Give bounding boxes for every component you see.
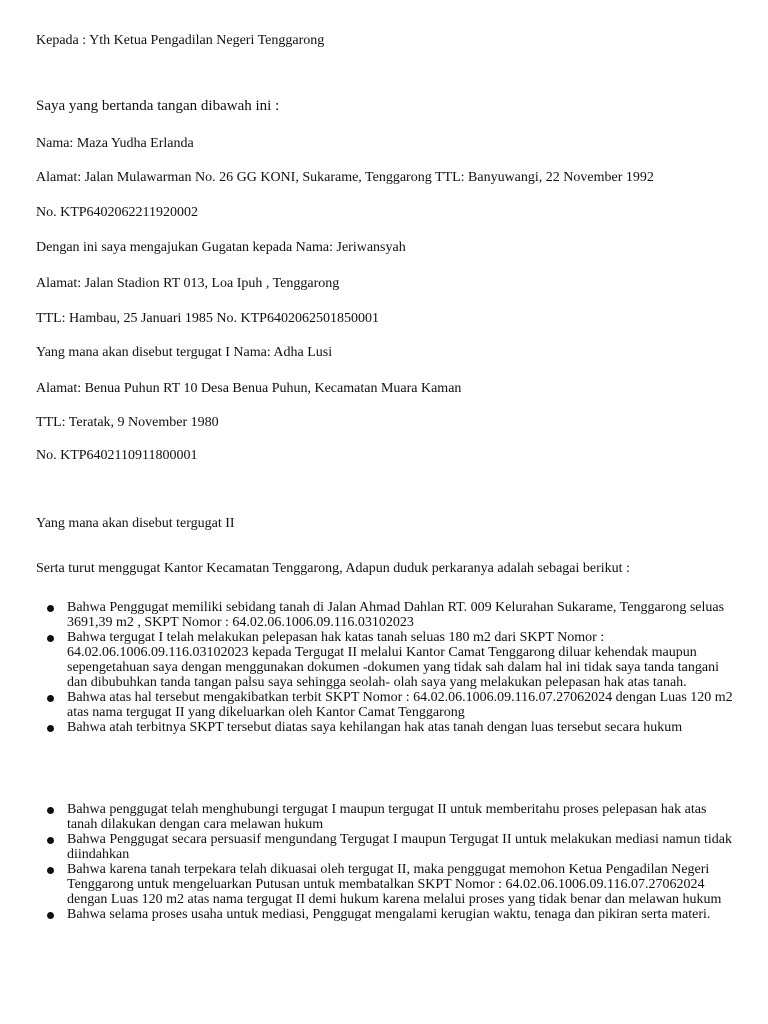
list-item xyxy=(0,907,768,922)
list-item-text: Bahwa Penggugat secara persuasif mengundang Tergugat I maupun Tergugat II untuk melakukan mediasi namun tidak diindahkan xyxy=(67,832,732,862)
facts-list-2 xyxy=(0,802,768,922)
list-item-text: Bahwa atah terbitnya SKPT tersebut diatas saya kehilangan hak atas tanah dengan luas tersebut secara hukum xyxy=(67,720,683,735)
list-item xyxy=(0,862,768,907)
bullet-icon xyxy=(47,912,54,919)
defendant2-label-line: Yang mana akan disebut tergugat I Nama: Adha Lusi xyxy=(36,345,333,360)
list-item xyxy=(0,690,768,720)
plaintiff-name: Nama: Maza Yudha Erlanda xyxy=(36,136,194,151)
bullet-icon xyxy=(47,725,54,732)
plaintiff-address: Alamat: Jalan Mulawarman No. 26 GG KONI, Sukarame, Tenggarong TTL: Banyuwangi, 22 November 1992 xyxy=(36,170,654,185)
addressee-line: Kepada : Yth Ketua Pengadilan Negeri Tenggarong xyxy=(36,33,325,48)
co-defendant-line: Serta turut menggugat Kantor Kecamatan Tenggarong, Adapun duduk perkaranya adalah sebagai berikut : xyxy=(36,561,630,576)
list-item-text: Bahwa atas hal tersebut mengakibatkan terbit SKPT Nomor : 64.02.06.1006.09.116.07.27062024 dengan Luas 120 m2 atas nama tergugat II yang dikeluarkan oleh Kantor Camat Tenggarong xyxy=(67,690,733,720)
list-item-text: Bahwa tergugat I telah melakukan pelepasan hak katas tanah seluas 180 m2 dari SKPT Nomor : 64.02.06.1006.09.116.03102023 kepada Tergugat II melalui Kantor Camat Tenggarong diluar kehendak maupun sepengetahuan saya dengan menggunakan dokumen -dokumen yang tidak sah dalam hal ini tidak saya tanda tangani dan dibubuhkan tanda tangan palsu saya sehingga seolah- olah saya yang melakukan pelepasan hak atas tanah. xyxy=(67,630,719,690)
list-item-text: Bahwa selama proses usaha untuk mediasi, Penggugat mengalami kerugian waktu, tenaga dan pikiran serta materi. xyxy=(67,907,711,922)
list-item-text: Bahwa Penggugat memiliki sebidang tanah di Jalan Ahmad Dahlan RT. 009 Kelurahan Sukarame, Tenggarong seluas 3691,39 m2 , SKPT Nomor : 64.02.06.1006.09.116.03102023 xyxy=(67,600,725,630)
bullet-icon xyxy=(47,867,54,874)
bullet-icon xyxy=(47,807,54,814)
bullet-icon xyxy=(47,635,54,642)
defendant2-label: Yang mana akan disebut tergugat II xyxy=(36,516,235,531)
defendant1-claim-line: Dengan ini saya mengajukan Gugatan kepada Nama: Jeriwansyah xyxy=(36,240,406,255)
defendant2-ktp: No. KTP6402110911800001 xyxy=(36,448,198,463)
list-item xyxy=(0,600,768,630)
list-item xyxy=(0,720,768,735)
list-item xyxy=(0,802,768,832)
bullet-icon xyxy=(47,605,54,612)
defendant2-address: Alamat: Benua Puhun RT 10 Desa Benua Puhun, Kecamatan Muara Kaman xyxy=(36,381,462,396)
defendant2-ttl: TTL: Teratak, 9 November 1980 xyxy=(36,415,219,430)
facts-list-1 xyxy=(0,600,768,735)
defendant1-address: Alamat: Jalan Stadion RT 013, Loa Ipuh , Tenggarong xyxy=(36,276,340,291)
intro-line: Saya yang bertanda tangan dibawah ini : xyxy=(36,98,280,114)
defendant1-ttl: TTL: Hambau, 25 Januari 1985 No. KTP6402062501850001 xyxy=(36,311,379,326)
plaintiff-ktp: No. KTP6402062211920002 xyxy=(36,205,199,220)
bullet-icon xyxy=(47,695,54,702)
bullet-icon xyxy=(47,837,54,844)
list-item-text: Bahwa karena tanah terpekara telah dikuasai oleh tergugat II, maka penggugat memohon Ketua Pengadilan Negeri Tenggarong untuk mengeluarkan Putusan untuk membatalkan SKPT Nomor : 64.02.06.1006.09.116.07.27062024 dengan Luas 120 m2 atas nama tergugat II demi hukum karena melalui proses yang tidak benar dan melawan hukum xyxy=(67,862,722,907)
list-item-text: Bahwa penggugat telah menghubungi tergugat I maupun tergugat II untuk memberitahu proses pelepasan hak atas tanah dilakukan dengan cara melawan hukum xyxy=(67,802,707,832)
list-item xyxy=(0,832,768,862)
list-item xyxy=(0,630,768,690)
